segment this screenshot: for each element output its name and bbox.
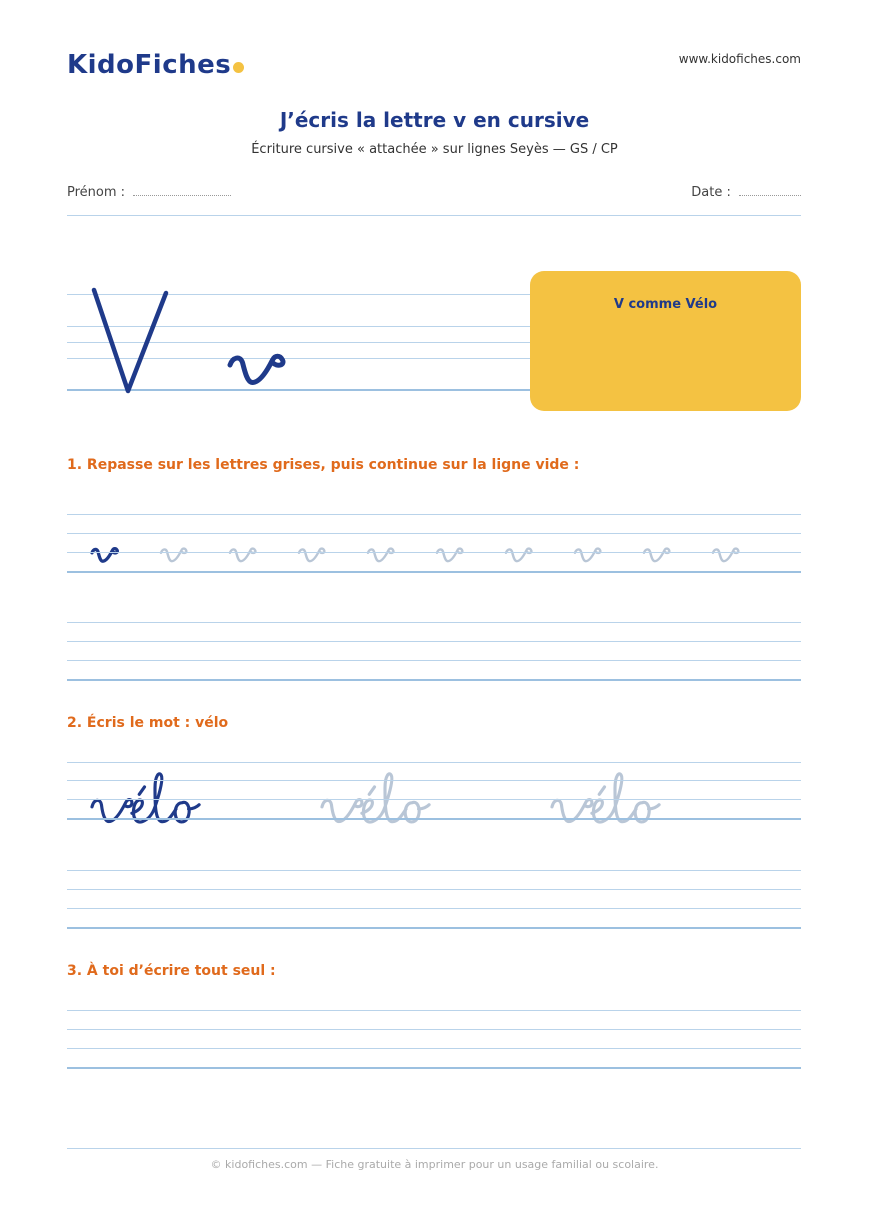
first-name-label: Prénom :	[67, 185, 126, 200]
seyes-line	[67, 1010, 801, 1011]
seyes-baseline	[67, 818, 801, 820]
exercise2-trace-word	[322, 774, 429, 822]
seyes-line	[67, 908, 801, 909]
exercise1-model-v	[92, 549, 117, 562]
seyes-line	[67, 514, 801, 515]
exercise2-model-word	[92, 774, 199, 822]
seyes-line	[67, 780, 801, 781]
seyes-baseline	[67, 1067, 801, 1069]
seyes-line	[67, 533, 801, 534]
model-uppercase-v	[94, 290, 166, 391]
exercise1-trace-letters	[161, 549, 738, 562]
footer-divider	[67, 1148, 801, 1149]
seyes-baseline	[67, 927, 801, 929]
seyes-baseline	[67, 571, 801, 573]
seyes-line	[67, 641, 801, 642]
page-subtitle: Écriture cursive « attachée » sur lignes Seyès — GS / CP	[251, 142, 618, 157]
word-card	[530, 271, 801, 411]
exercise3-instruction: 3. À toi d’écrire tout seul :	[67, 963, 276, 979]
exercise1-instruction: 1. Repasse sur les lettres grises, puis continue sur la ligne vide :	[67, 457, 580, 473]
date-label: Date :	[691, 185, 731, 200]
page-title: J’écris la lettre v en cursive	[279, 108, 590, 132]
exercise2-instruction: 2. Écris le mot : vélo	[67, 715, 229, 731]
card-title: V comme Vélo	[613, 297, 718, 312]
seyes-line	[67, 889, 801, 890]
seyes-line	[67, 552, 801, 553]
seyes-line	[67, 870, 801, 871]
seyes-line	[67, 762, 801, 763]
exercise2-trace-word	[552, 774, 659, 822]
seyes-line	[67, 1048, 801, 1049]
seyes-line	[67, 799, 801, 800]
seyes-line	[67, 660, 801, 661]
seyes-baseline	[67, 679, 801, 681]
footer-text: © kidofiches.com — Fiche gratuite à imprimer pour un usage familial ou scolaire.	[210, 1158, 659, 1171]
website-url: www.kidofiches.com	[678, 52, 801, 66]
seyes-line	[67, 1029, 801, 1030]
model-lowercase-v	[230, 356, 283, 382]
logo: KidoFiches	[67, 50, 232, 80]
seyes-line	[67, 622, 801, 623]
